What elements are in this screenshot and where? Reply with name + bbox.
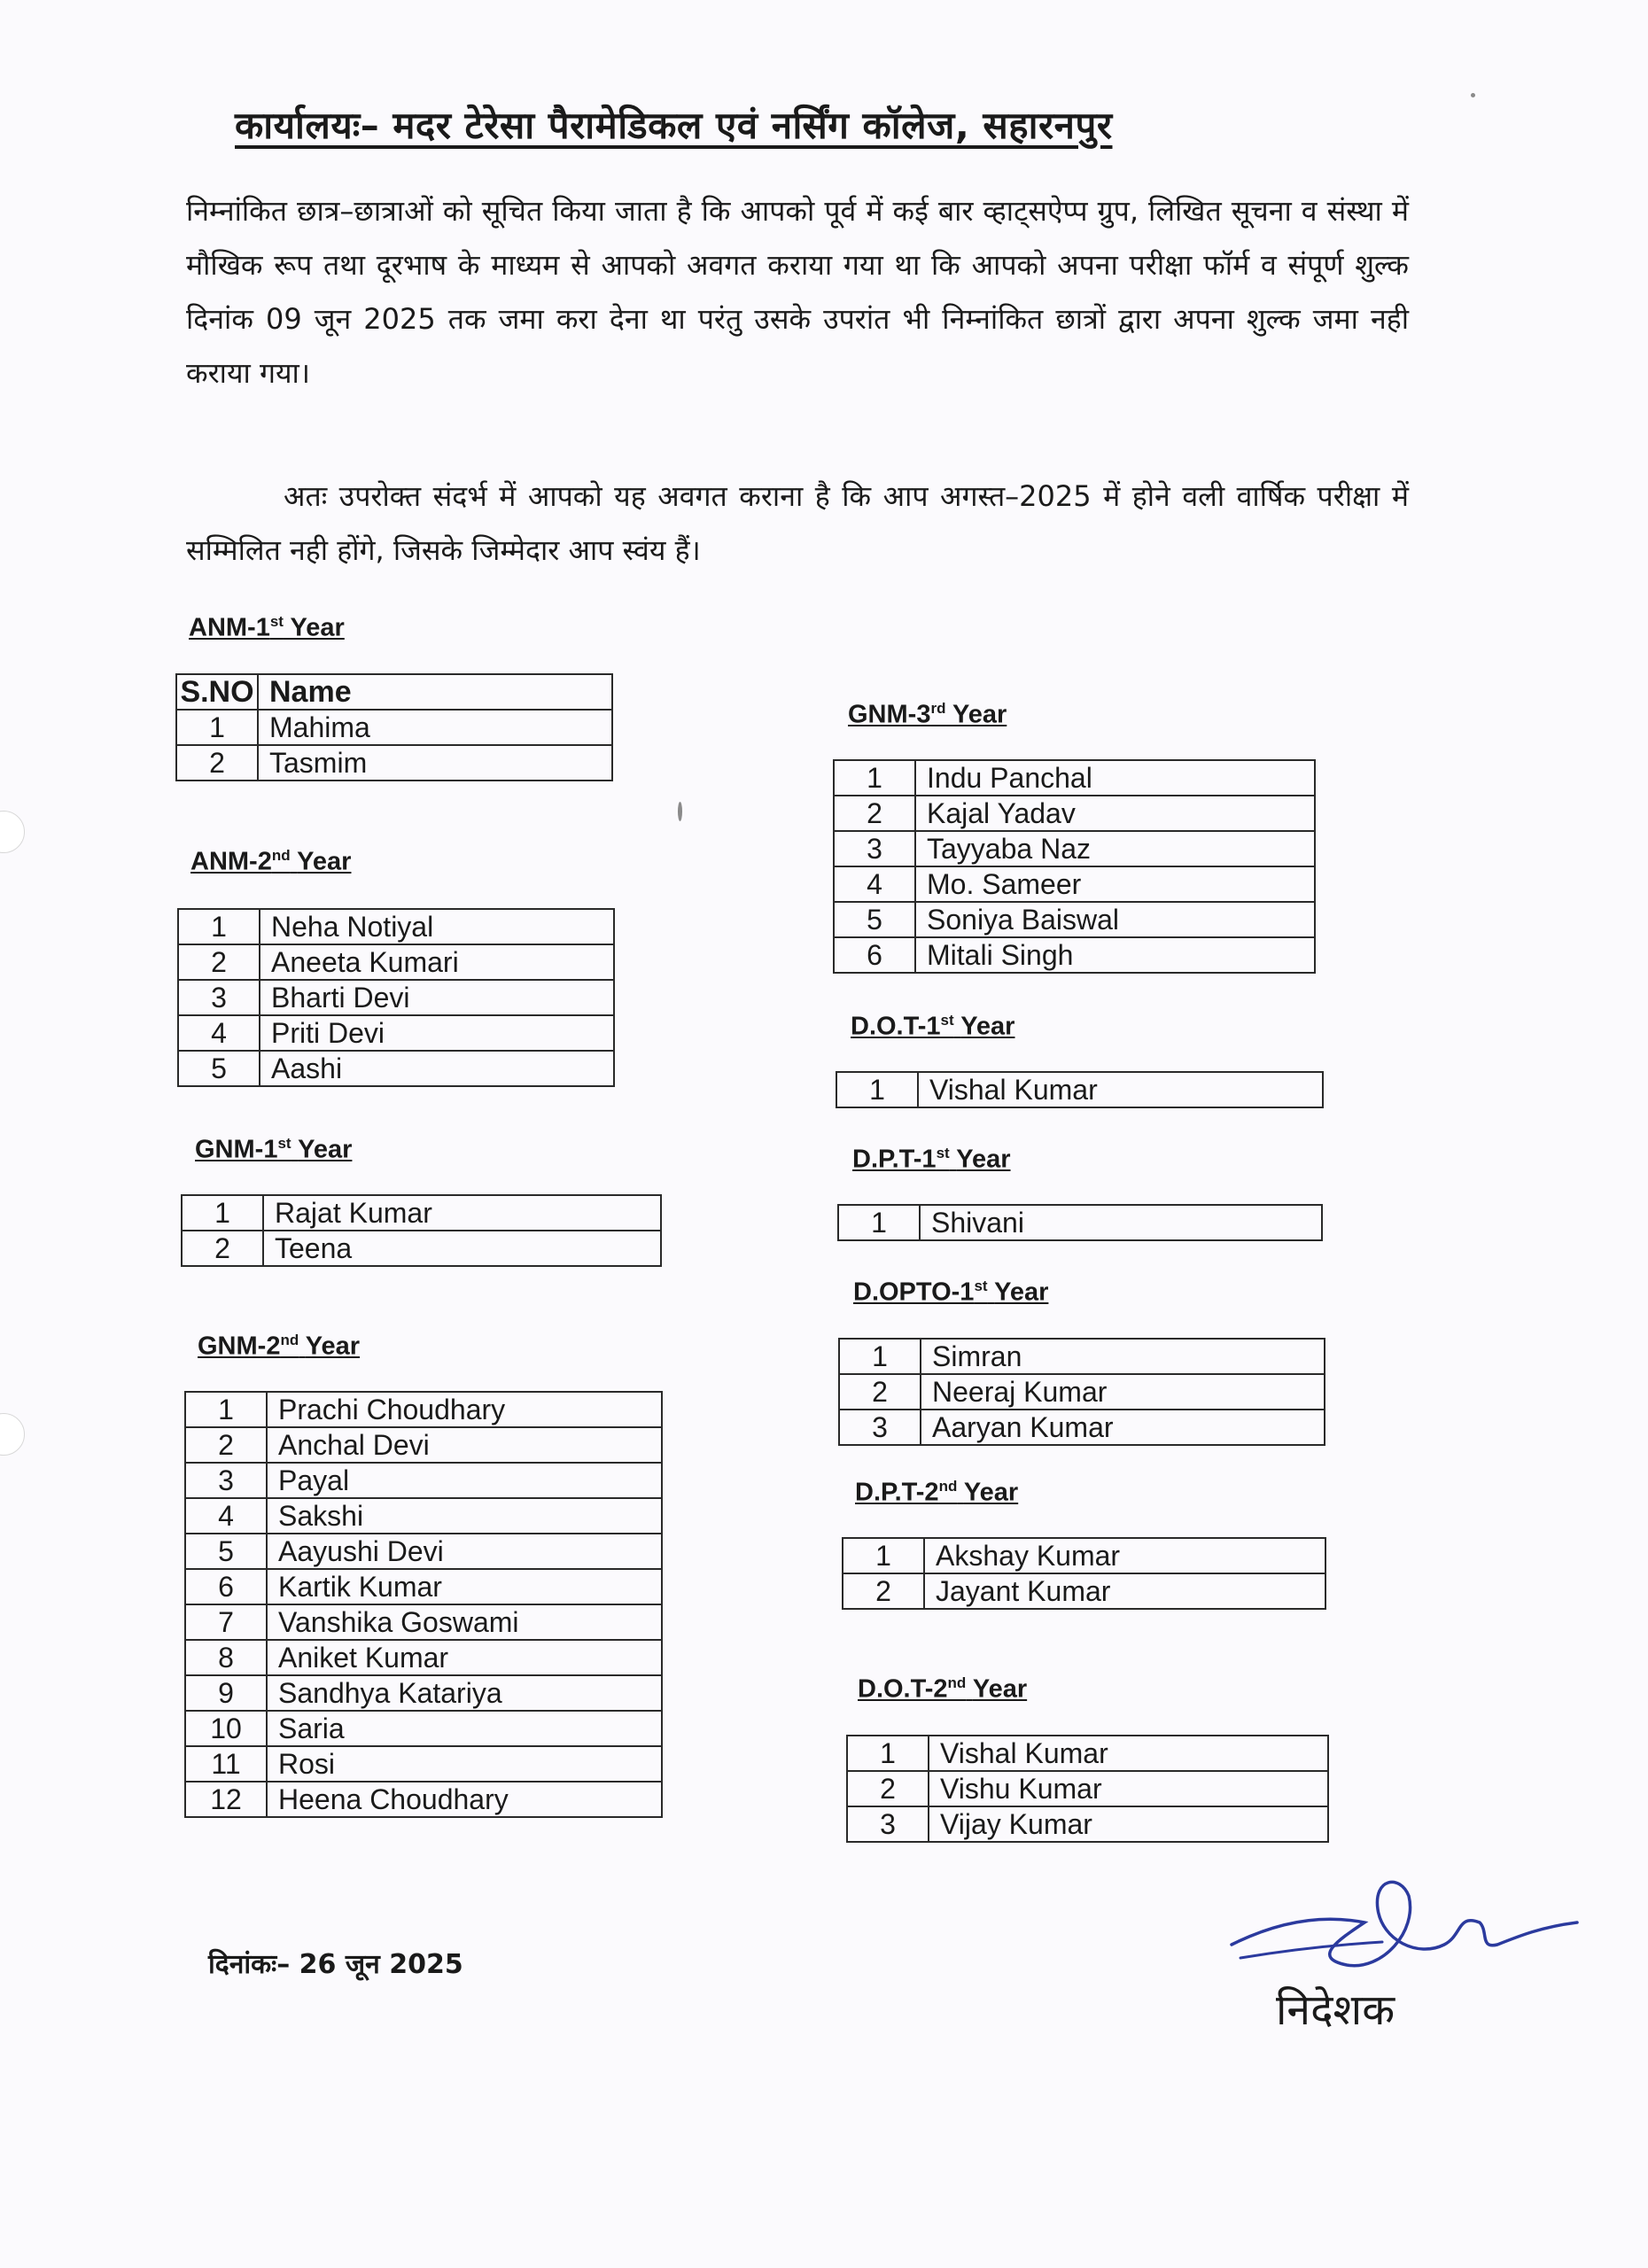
table-row: 2 Jayant Kumar <box>843 1573 1325 1609</box>
table-row: 11 Rosi <box>185 1746 662 1782</box>
table-row: 2 Anchal Devi <box>185 1427 662 1463</box>
table-row: 10 Saria <box>185 1711 662 1746</box>
table-row: 3 Bharti Devi <box>178 980 614 1015</box>
scan-speck <box>1471 93 1475 97</box>
notice-paragraph-1: निम्नांकित छात्र–छात्राओं को सूचित किया जाता है कि आपको पूर्व में कई बार व्हाट्सऐप्प ग्रुप, लिखित सूचना व संस्था में मौखिक रूप तथा दूरभाष के माध्यम से आपको अवगत कराया गया था कि आपको अपना परीक्षा फॉर्म व संपूर्ण शुल्क दिनांक 09 जून 2025 तक जमा करा देना था परंतु उसके उपरांत भी निम्नांकित छात्रों द्वारा अपना शुल्क जमा नही कराया गया। <box>186 194 1409 390</box>
table-row: 1 Akshay Kumar <box>843 1538 1325 1573</box>
table-row: 6 Kartik Kumar <box>185 1569 662 1604</box>
table-row: 3 Tayyaba Naz <box>834 831 1315 866</box>
director-signature <box>1214 1860 1586 1993</box>
table-dot1 <box>836 1071 1324 1108</box>
table-row: 9 Sandhya Katariya <box>185 1675 662 1711</box>
office-title: कार्यालयः– मदर टेरेसा पैरामेडिकल एवं नर्सिंग कॉलेज, सहारनपुर <box>235 104 1113 147</box>
table-row: 2 Teena <box>182 1231 661 1266</box>
table-row: 3 Payal <box>185 1463 662 1498</box>
table-row: 3 Vijay Kumar <box>847 1806 1328 1842</box>
table-row: 1 Mahima <box>176 710 612 745</box>
table-row: 4 Priti Devi <box>178 1015 614 1051</box>
table-row: 2 Tasmim <box>176 745 612 781</box>
director-designation: निदेशक <box>1276 1985 1395 2035</box>
section-title-dot2: D.O.T-2nd Year <box>858 1674 1028 1704</box>
notice-date: दिनांकः– 26 जून 2025 <box>208 1949 463 1980</box>
punch-hole-top <box>0 811 25 853</box>
table-anm1 <box>175 673 613 781</box>
table-row: 1 Prachi Choudhary <box>185 1392 662 1427</box>
table-row: 1 Rajat Kumar <box>182 1195 661 1231</box>
table-row: 3 Aaryan Kumar <box>839 1410 1325 1445</box>
column-header-sno: S.NO <box>176 674 258 710</box>
section-title-dot1: D.O.T-1st Year <box>851 1012 1015 1041</box>
section-title-anm1: ANM-1st Year <box>189 613 345 642</box>
section-title-anm2: ANM-2nd Year <box>190 847 352 876</box>
table-dot2 <box>846 1735 1329 1843</box>
section-title-gnm3: GNM-3rd Year <box>848 700 1007 729</box>
table-dopto1 <box>838 1338 1325 1446</box>
punch-hole-bottom <box>0 1413 25 1456</box>
column-header-name: Name <box>258 674 612 710</box>
table-row: 12 Heena Choudhary <box>185 1782 662 1817</box>
table-dpt2 <box>842 1537 1326 1610</box>
table-anm2 <box>177 908 615 1087</box>
table-row: 4 Sakshi <box>185 1498 662 1534</box>
table-row: 7 Vanshika Goswami <box>185 1604 662 1640</box>
table-gnm1 <box>181 1194 662 1267</box>
table-row: 8 Aniket Kumar <box>185 1640 662 1675</box>
table-header-row <box>176 674 612 710</box>
table-row: 1 Indu Panchal <box>834 760 1315 796</box>
section-title-gnm1: GNM-1st Year <box>195 1135 353 1164</box>
section-title-dopto1: D.OPTO-1st Year <box>853 1278 1049 1307</box>
table-row: 1 Shivani <box>838 1205 1322 1240</box>
table-row: 4 Mo. Sameer <box>834 866 1315 902</box>
table-row: 1 Vishal Kumar <box>836 1072 1323 1107</box>
section-title-dpt2: D.P.T-2nd Year <box>855 1478 1019 1507</box>
table-row: 1 Neha Notiyal <box>178 909 614 944</box>
notice-paragraph-2: अतः उपरोक्त संदर्भ में आपको यह अवगत कराना है कि आप अगस्त–2025 में होने वली वार्षिक परीक्षा में सम्मिलित नही होंगे, जिसके जिम्मेदार आप स्वंय हैं। <box>186 479 1409 567</box>
section-title-gnm2: GNM-2nd Year <box>198 1332 361 1361</box>
table-row: 5 Aayushi Devi <box>185 1534 662 1569</box>
table-row: 1 Vishal Kumar <box>847 1736 1328 1771</box>
table-row: 5 Aashi <box>178 1051 614 1086</box>
table-gnm3 <box>833 759 1316 974</box>
table-row: 6 Mitali Singh <box>834 937 1315 973</box>
section-title-dpt1: D.P.T-1st Year <box>852 1145 1011 1174</box>
table-row: 2 Vishu Kumar <box>847 1771 1328 1806</box>
table-row: 1 Simran <box>839 1339 1325 1374</box>
table-dpt1 <box>837 1204 1323 1241</box>
table-row: 2 Kajal Yadav <box>834 796 1315 831</box>
scan-speck <box>678 802 682 821</box>
table-row: 2 Neeraj Kumar <box>839 1374 1325 1410</box>
table-row: 2 Aneeta Kumari <box>178 944 614 980</box>
table-gnm2 <box>184 1391 663 1818</box>
table-row: 5 Soniya Baiswal <box>834 902 1315 937</box>
